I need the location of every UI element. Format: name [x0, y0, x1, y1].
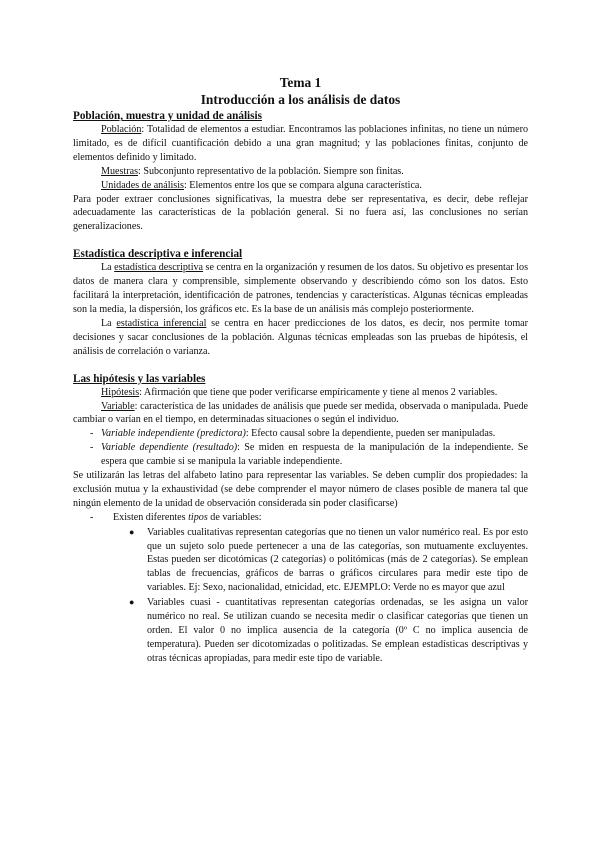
text-dependiente: : Se miden en respuesta de la manipulación de la independiente. Se espera que cambie si se manipula la variable independiente. [101, 442, 529, 468]
text-inferencial: se centra en hacer predicciones de los datos, es decir, nos permite tomar decisiones y sacar conclusiones de la población. Algunas técnicas empleadas son las pruebas de hipótesis, el análisis de correlación o varianza. [73, 317, 529, 357]
section-heading-poblacion: Población, muestra y unidad de análisis [73, 110, 262, 122]
term-muestras: Muestras [101, 165, 139, 177]
dash-marker: - [90, 511, 94, 523]
list-item-independiente [73, 427, 528, 441]
list-item-tipos [73, 511, 528, 525]
text-cuasi: Variables cuasi - cuantitativas representan categorías ordenadas, se les asigna un valor numérico no real. Se utilizan cuando se necesita medir o clasificar categorías que tienen un orden. El valor 0 no implica ausencia de la categoría (0º C no implica ausencia de temperatura). Pueden ser dicotomizadas o politizadas. Se emplean estadísticas descriptivas y otras técnicas apropiadas, para medir este tipo de variable. [147, 597, 528, 664]
bullet-marker: ● [129, 597, 135, 608]
term-hipotesis: Hipótesis [101, 386, 140, 398]
pre-tipos: Existen diferentes [113, 511, 189, 523]
paragraph-descriptiva [73, 261, 528, 317]
text-poblacion: : Totalidad de elementos a estudiar. Encontramos las poblaciones infinitas, no tiene un número limitado, es de difícil cuantificación debido a una gran magnitud; y las poblaciones finitas, conjunto de elementos definido y limitado. [73, 124, 528, 163]
text-variable: : característica de las unidades de análisis que puede ser medida, observada o manipulada. Puede cambiar o varían en el tiempo, en determinadas situaciones o según el individuo. [73, 400, 528, 426]
document-subtitle: Introducción a los análisis de datos [200, 92, 401, 107]
section-heading-hipotesis: Las hipótesis y las variables [73, 372, 206, 385]
text-muestras: : Subconjunto representativo de la población. Siempre son finitas. [138, 165, 404, 177]
text-descriptiva: se centra en la organización y resumen de los datos. Su objetivo es presentar los datos de manera clara y comprensible, simplemente observando y describiendo cómo son los datos. Esto facilitará la interpretación, identificación de patrones, tendencias y características. Algunas técnicas empleadas son la media, la dispersión, los gráficos etc. Es la base de un análisis más complejo posteriormente. [73, 262, 528, 315]
text-hipotesis: : Afirmación que tiene que poder verificarse empíricamente y tiene al menos 2 variables. [139, 386, 498, 398]
bullet-item-cualitativas [73, 526, 528, 596]
paragraph-variable [73, 400, 528, 428]
document-title: Tema 1 [279, 75, 322, 90]
paragraph-unidades [73, 179, 528, 193]
pre-inferencial: La [101, 317, 117, 329]
bullet-marker: ● [129, 526, 135, 537]
paragraph-conclusiones: Para poder extraer conclusiones significativas, la muestra debe ser representativa, es decir, debe reflejar adecuadamente las características de la población general. Si no fuera así, las conclusiones no serían generalizaciones. [73, 193, 528, 233]
paragraph-hipotesis [73, 386, 528, 400]
dash-marker: - [90, 428, 94, 440]
post-tipos: de variables: [207, 511, 262, 523]
term-descriptiva: estadística descriptiva [114, 262, 204, 274]
paragraph-poblacion [73, 123, 528, 165]
text-independiente: : Efecto causal sobre la dependiente, pueden ser manipuladas. [245, 428, 496, 440]
pre-descriptiva: La [101, 262, 115, 274]
term-independiente: Variable independiente (predictora) [101, 428, 246, 440]
dash-marker: - [90, 442, 94, 454]
section-heading-estadistica: Estadística descriptiva e inferencial [73, 248, 243, 261]
list-item-dependiente [73, 441, 528, 469]
term-dependiente: Variable dependiente (resultado) [101, 442, 238, 454]
paragraph-propiedades: Se utilizarán las letras del alfabeto latino para representar las variables. Se deben cumplir dos propiedades: la exclusión mutua y la exhaustividad (se debe comprender el mayor número de clases posible de manera tal que ningún elemento de la unidad de observación considerada sin poder clasificarse) [73, 470, 528, 509]
term-variable: Variable [101, 400, 135, 412]
document-page [73, 74, 528, 666]
paragraph-inferencial [73, 317, 528, 359]
term-tipos: tipos [188, 511, 208, 523]
term-poblacion: Población [101, 124, 142, 135]
text-cualitativas: Variables cualitativas representan categorías que no tienen un valor numérico real. Es por esto que un sujeto solo puede pertenecer a una de las categorías, son mutuamente excluyentes. Estas pueden ser dicotómicas (2 categorías) o politómicas (más de 2 categorías). Se emplean tablas de frecuencias, gráficos de barras o gráficos circulares para medir este tipo de variables. Ej: Sexo, nacionalidad, etnicidad, etc. EJEMPLO: Verde no es mayor que azul [147, 526, 528, 594]
term-unidades: Unidades de análisis [101, 179, 184, 191]
term-inferencial: estadística inferencial [116, 317, 207, 329]
paragraph-muestras [73, 165, 528, 179]
bullet-item-cuasi [73, 596, 528, 666]
text-unidades: : Elementos entre los que se compara alguna característica. [183, 179, 422, 191]
